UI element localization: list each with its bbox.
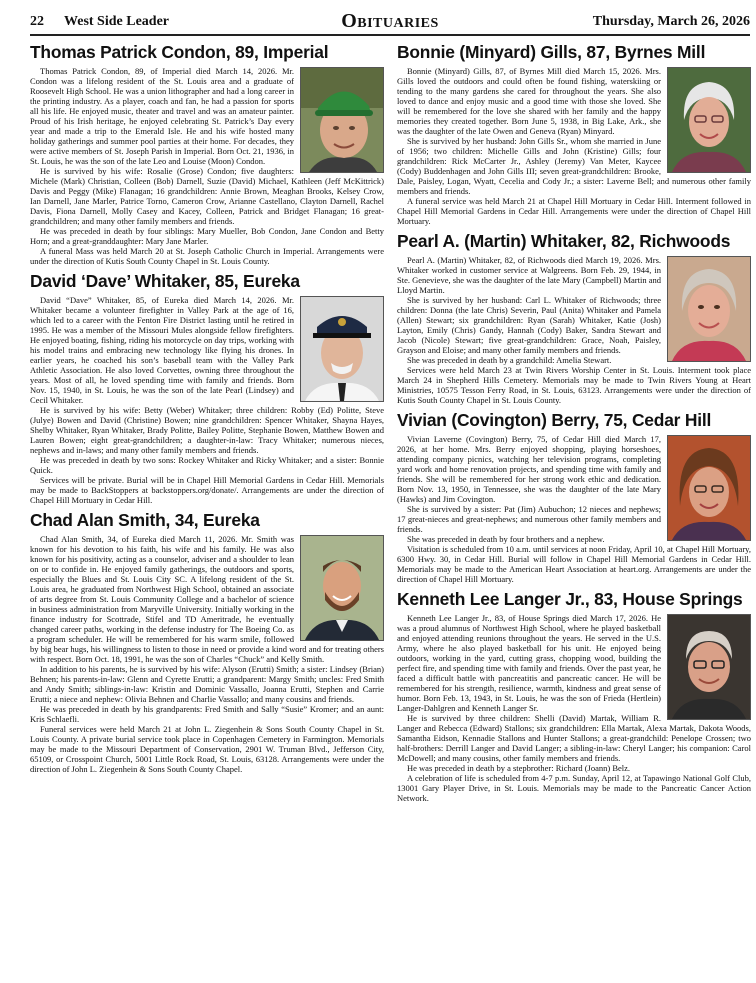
obituary-paragraph: He is survived by his wife: Rosalie (Grose) Condon; five daughters: Michele (Mark) Christian, Colleen (Bob) Darnell, Suzie (David) Michael, Kathleen (Jeff McKittrick) Davis and Peggy (Mike) Flanagan; 16 grandchildren: Annie Brown, Meaghan Brooks, Kelsey Crow, Ian Darnell, Jane Marler, Patrice Torno, Cameron Crow, Arianne Castellano, Clayton Darnell, Rachel Davis, Fiona Darnell, Molly Casey and Kacey, Colleen, Patrick and Bridget Flanagan; 16 great-grandchildren; and many other family members and friends.: [30, 166, 384, 226]
obituary-paragraph: He was preceded in death by four siblings: Mary Mueller, Bob Condon, Jane Condon and Betty Horn; and a great-granddaughter: Mary Jane Marler.: [30, 226, 384, 246]
masthead: [30, 8, 750, 36]
obituary-paragraph: She was preceded in death by a grandchild: Amelia Stewart.: [407, 355, 612, 365]
obituary-paragraph: A celebration of life is scheduled from 4-7 p.m. Sunday, April 12, at Tapawingo National Golf Club, 13001 Gary Player Drive, in St. Louis. Memorials may be made to the Pancreatic Cancer Action Network.: [397, 773, 751, 803]
obituary-chad-smith: [30, 510, 384, 774]
obituary-paragraph: He was preceded in death by a stepbrother: Richard (Joann) Belz.: [407, 763, 631, 773]
obituary-paragraph: A funeral Mass was held March 20 at St. Joseph Catholic Church in Imperial. Arrangements were under the direction of Kutis South County Chapel in St. Louis County.: [30, 246, 384, 266]
obituary-paragraph: She is survived by her husband: John Gills Sr., whom she married in June of 1956; two children: Michelle Gills and John (Kristine) Gills; four grandchildren: Rick McCarter Jr., Ashley (Jeremy) Van Meter, Kaycee (Cody) Buddenhagen and John Gills III; seven great-grandchildren: Brooke, Dale, Paisley, Logan, Wyatt, Cecelia and Cody Jr.; a sister: Laverne Bell; and numerous other family members and friends.: [397, 136, 751, 196]
obituary-paragraph: A funeral service was held March 21 at Chapel Hill Mortuary in Cedar Hill. Interment followed in Chapel Hill Memorial Gardens in Cedar Hill. Arrangements were under the direction of Chapel Hill Mortuary.: [397, 196, 751, 226]
page-number: 22: [30, 14, 44, 29]
obituary-gills: [397, 42, 751, 226]
obituary-paragraph: David “Dave” Whitaker, 85, of Eureka died March 14, 2026. Mr. Whitaker became a volunteer firefighter in Valley Park at the age of 16, which led to a career with the Fenton Fire District lasting until he retired in 1995. He was a member of the Missouri Mules alongside fellow firefighters. He enjoyed boating, fishing, riding his motorcycle on day trips, working with his model trains and embracing new technology like flying his drones. In earlier years, he coached his son’s baseball team with the Valley Park Athletic Association. He also loved Corvettes, owning three throughout the years. Most of all, he loved spending time with family and friends. Born Nov. 15, 1940, in St. Louis, he was the son of the late Pearl (Lindsey) and Cecil Whitaker.: [30, 295, 294, 405]
left-column: [30, 42, 384, 979]
obituary-paragraph: Services will be private. Burial will be in Chapel Hill Memorial Gardens in Cedar Hill. Memorials may be made to BackStoppers at backstoppers.org/donate/. Arrangements are under the direction of Chapel Hill Mortuary in Cedar Hill.: [30, 475, 384, 505]
obituary-paragraph: Funeral services were held March 21 at John L. Ziegenhein & Sons South County Chapel in St. Louis County. A private burial service took place in Copenhagen Cemetery in Farmington. Memorials may be made to the Missouri Department of Conservation, 2901 W. Truman Blvd., Jefferson City, 65109, or Crosspoint Church, 5001 Little Rock Road, St. Louis, 63128. Arrangements were under the direction of John L. Ziegenhein & Sons South County Chapel.: [30, 724, 384, 774]
obituary-pearl-whitaker: [397, 231, 751, 405]
obituary-paragraph: He is survived by his wife: Betty (Weber) Whitaker; three children: Robby (Ed) Politte, Steve (Julye) Bowen and David (Christine) Bowen; nine grandchildren: Spencer Whitaker, Shayna Hayes, Shelby Whitaker, Ryan Whitaker, Brady Politte, Bailey Politte, Stephanie Bowen, Matthew Bowen and Lauren Bowen; eight great-grandchildren; a daughter-in-law: Tracy Whitaker; numerous nieces, nephews and in-laws; and many other family members and friends.: [30, 405, 384, 455]
portrait-photo-berry: [667, 435, 751, 541]
obituary-paragraph: She is survived by a sister: Pat (Jim) Aubuchon; 12 nieces and nephews; 17 great-nieces and great-nephews; and numerous other family members and friends.: [397, 504, 661, 534]
obituary-headline: David ‘Dave’ Whitaker, 85, Eureka: [30, 271, 300, 291]
obituary-langer: [397, 589, 751, 803]
portrait-image: [301, 536, 383, 640]
obituary-paragraph: Kenneth Lee Langer Jr., 83, of House Springs died March 17, 2026. He was a proud alumnus of Northwest High School, where he played basketball and enjoyed attending reunions throughout the years. He served in the U.S. Army, where he also played basketball for his unit. He enjoyed being outdoors, working in the yard, cutting grass, chopping wood, building the perfect fire, and spending time with family and friends. Over the past year, he faced a difficult battle with pancreatitis and pancreatic cancer. He will be remembered for his strength, resilience, warmth, kindness and great sense of humor. Born Feb. 13, 1943, in St. Louis, he was the son of Frieda (Hertlein) Langer-Dahlgren and Kenneth Langer Sr.: [397, 613, 662, 713]
section-title: Obituaries: [341, 10, 439, 32]
portrait-image: [301, 297, 383, 401]
issue-date: Thursday, March 26, 2026: [592, 14, 750, 29]
obituary-paragraph: She is survived by her husband: Carl L. Whitaker of Richwoods; three children: Donna (the late Chris) Severin, Paul (Anita) Whitaker and Pamela (Allen) Stewart; six grandchildren: Ryan (Sarah) Whitaker, Katie (Josh) Layton, Emily (Chris) Gandy, Hannah (Cody) Baker, Sandra Stewart and Jacob (Nicole) Stewart; five great-grandchildren: Grace, Noah, Paisley, Grayson and Eloise; and many other family members and friends.: [397, 295, 661, 355]
obituary-paragraph: In addition to his parents, he is survived by his wife: Alyson (Erutti) Smith; a sister: Lindsey (Brian) Behnen; his parents-in-law: Glenn and Cyrette Erutti; a grandparent: Margy Smith; uncles: Fred Smith and Andy Smith; siblings-in-law: Kristin and Dominic Vassallo, Joanna Erutti, Stephen and Carrie Erutti; a niece and nephew: Olivia Behnen and Charlie Vassallo; and many cousins and friends.: [30, 664, 384, 704]
obituary-paragraph: Thomas Patrick Condon, 89, of Imperial died March 14, 2026. Mr. Condon was a lifelong resident of the St. Louis area and a graduate of Roosevelt High School. He was a union lithographer and had a long career in the printing industry. As a player, coach and fan, he had a passion for sports all his life. He enjoyed music, theater and travel and was an amateur painter. Proud of his Irish heritage, he enjoyed celebrating St. Patrick’s Day every year and made a trip to the Emerald Isle. He and his wife hosted many holiday gatherings and summer pool parties at their home. For decades, they were active members of St. Joseph Parish in Imperial. Born Oct. 21, 1936, in St. Louis, he was the son of the late Leo and Louise (Moon) Condon.: [30, 66, 294, 166]
obituary-paragraph: He was preceded in death by two sons: Rockey Whitaker and Ricky Whitaker; and a sister: Bonnie Quick.: [30, 455, 384, 475]
portrait-photo-pearl-whitaker: [667, 256, 751, 362]
obituary-headline: Chad Alan Smith, 34, Eureka: [30, 510, 260, 530]
obituary-paragraph: Visitation is scheduled from 10 a.m. until services at noon Friday, April 10, at Chapel Hill Mortuary, 6300 Hwy. 30, in Cedar Hill. Burial will follow in Chapel Hill Memorial Gardens in Cedar Hill. Memorials may be made to the American Heart Association at heart.org. Arrangements are under the direction of Chapel Hill Mortuary.: [397, 544, 751, 584]
obituary-paragraph: Bonnie (Minyard) Gills, 87, of Byrnes Mill died March 15, 2026. Mrs. Gills loved the outdoors and could often be found fishing, waterskiing or tending to the many gardens she cared for throughout the years. She also loved to dance and enjoy music and a good time with those she loved. She will be remembered for the love she shared with her family and the happy memories they created together. Born June 5, 1938, in Big Lake, Ark., she was the daughter of the late Owen and Geneva (Ryan) Minyard.: [397, 66, 661, 136]
portrait-image: [668, 68, 750, 172]
portrait-image: [301, 68, 383, 172]
portrait-image: [668, 257, 750, 361]
obituary-headline: Kenneth Lee Langer Jr., 83, House Springs: [397, 589, 743, 609]
obituary-dave-whitaker: [30, 271, 384, 505]
obituary-paragraph: Vivian Laverne (Covington) Berry, 75, of Cedar Hill died March 17, 2026, at her home. Mrs. Berry enjoyed shopping, playing horseshoes, attending company picnics, watching her television programs, completing yard work and home renovation projects, and spending time with family and friends. She will be remembered for her strong work ethic and dedication. Born Nov. 13, 1950, in Tennessee, she was the daughter of the late Mary (Hawks) and Jim Covington.: [397, 434, 661, 504]
obituary-headline: Vivian (Covington) Berry, 75, Cedar Hill: [397, 410, 712, 430]
right-column: [397, 42, 751, 979]
obituary-paragraph: He is survived by three children: Shelli (David) Martak, William R. Langer and Rebecca (Edward) Stallons; six grandchildren: Ella Martak, Alexa Martak, Dakota Woods, Samantha Eidson, Kennadie Stallons and Hunter Stallons; a great-grandchild: Penelope Crossen; two half-brothers: Derrill Langer and David Langer; a sibling-in-law: Cheryl Langer; his companion: Carol McDowell; and many cousins, other family members and friends.: [397, 713, 751, 763]
portrait-photo-langer: [667, 614, 751, 720]
obituary-berry: [397, 410, 751, 584]
obituary-headline: Pearl A. (Martin) Whitaker, 82, Richwoods: [397, 231, 731, 251]
portrait-photo-chad-smith: [300, 535, 384, 641]
portrait-image: [668, 615, 750, 719]
obituary-headline: Bonnie (Minyard) Gills, 87, Byrnes Mill: [397, 42, 706, 62]
portrait-photo-gills: [667, 67, 751, 173]
obituary-headline: Thomas Patrick Condon, 89, Imperial: [30, 42, 329, 62]
obituary-paragraph: Services were held March 23 at Twin Rivers Worship Center in St. Louis. Interment took place March 24 in Shepherd Hills Cemetery. Memorials may be made to Twin Rivers Young at Heart Ministries, 10575 Tesson Ferry Road, in St. Louis, 63123. Arrangements were under the direction of Kutis South County Chapel in St. Louis County.: [397, 365, 751, 405]
obituary-paragraph: He was preceded in death by his grandparents: Fred Smith and Sally “Susie” Kromer; and an aunt: Kris Schlaefli.: [30, 704, 384, 724]
obituary-paragraph: She was preceded in death by four brothers and a nephew.: [407, 534, 605, 544]
obituary-condon: [30, 42, 384, 266]
obituary-paragraph: Pearl A. (Martin) Whitaker, 82, of Richwoods died March 19, 2026. Mrs. Whitaker worked in customer service at Walgreens. Born Feb. 29, 1944, in Ste. Genevieve, she was the daughter of the late Mary (Campbell) Martin and Lloyd Martin.: [397, 255, 661, 295]
obituary-paragraph: Chad Alan Smith, 34, of Eureka died March 11, 2026. Mr. Smith was known for his devotion to his faith, his wife and his family. He was also known for his positivity, acting as a counselor, adviser and a shoulder to lean on or to confide in. He enjoyed family gatherings, the outdoors and sports, especially the Blues and St. Louis City SC. A lifelong resident of the St. Louis area, he graduated from Northwest High School, obtained an associate of arts degree from St. Louis Community College and a bachelor of science in business administration from Maryville University. Initially working in the finance industry for Scottrade, Stifel and TD Ameritrade, he eventually changed career paths, working in the defense industry for The Boeing Co. as a program scheduler. He will be remembered for his warm smile, followed by big bear hugs, his willingness to listen to those in need or provide a kind word and for treating others with respect. Born Oct. 18, 1991, he was the son of Charles “Chuck” and Kelly Smith.: [30, 534, 384, 664]
paper-name: West Side Leader: [64, 14, 169, 29]
portrait-photo-condon: [300, 67, 384, 173]
portrait-image: [668, 436, 750, 540]
portrait-photo-dave-whitaker: [300, 296, 384, 402]
